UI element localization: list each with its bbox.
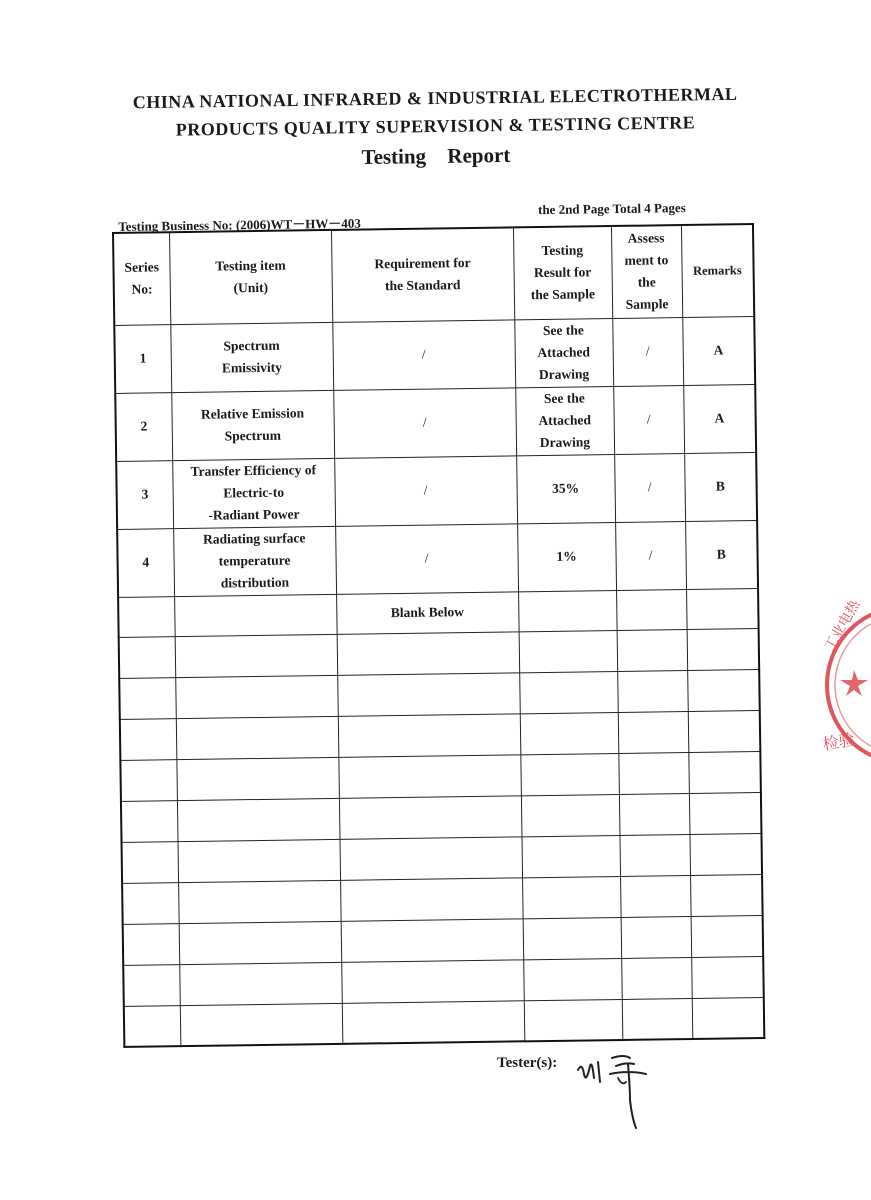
empty-cell [121,800,178,842]
empty-cell [688,751,761,793]
empty-cell [118,596,175,637]
cell-line: See the [542,322,584,338]
cell-line: 1% [556,548,577,564]
series-number-cell: 4 [117,528,174,597]
column-header [513,226,612,319]
org-name-line2: PRODUCTS QUALITY SUPERVISION & TESTING CENTRE [175,112,696,140]
cell-line: Emissivity [221,359,283,376]
testing-item-cell [172,458,335,528]
assessment-cell: / [614,453,685,522]
table-row [116,452,757,529]
empty-cell [119,677,176,719]
empty-cell [123,923,180,965]
empty-cell [340,877,523,921]
empty-cell [521,835,620,877]
business-number: Testing Business No: (2006)WT－HW－403 [118,215,361,234]
empty-cell [176,716,339,759]
empty-cell [342,1000,525,1044]
empty-cell [687,669,760,711]
cell-line: Attached [538,412,592,429]
empty-cell [177,798,340,841]
testing-item-cell [173,526,336,596]
testing-item-cell [171,390,334,460]
empty-cell [337,631,520,675]
remarks-cell: B [685,520,758,589]
result-cell [517,522,616,591]
empty-cell [337,672,520,716]
empty-cell [122,882,179,924]
empty-cell [622,998,693,1040]
cell-line: Transfer Efficiency of [190,462,317,479]
cell-line: Drawing [539,434,591,451]
empty-cell [122,841,179,883]
empty-cell [619,793,690,835]
empty-cell [617,629,688,671]
assessment-cell: / [612,317,683,386]
empty-cell [523,917,622,959]
cell-line: temperature [218,552,291,569]
empty-cell [179,921,342,964]
remarks-cell: A [683,384,756,453]
results-table-wrap [112,223,765,1048]
empty-cell [120,718,177,760]
cell-line: Attached [537,344,591,361]
column-header-line: Requirement for [374,255,471,272]
series-number-cell: 3 [116,460,173,529]
requirement-cell: / [333,387,516,458]
column-header-line: Testing [541,242,584,259]
column-header-line: Testing item [215,257,286,274]
column-header-line: ment to [624,252,669,269]
testing-item-cell [170,322,333,392]
empty-cell [123,964,180,1006]
empty-cell [519,671,618,713]
empty-cell [617,670,688,712]
column-header-line: Remarks [692,263,742,279]
column-header [681,224,754,317]
empty-cell [339,795,522,839]
table-row [115,384,756,461]
result-cell [514,318,613,387]
requirement-cell: / [334,455,517,526]
empty-cell [522,876,621,918]
cell-line: See the [543,390,585,406]
table-row [117,520,758,597]
blank-below-cell: Blank Below [336,591,519,634]
org-name-line1: CHINA NATIONAL INFRARED & INDUSTRIAL ELECTROTHERMAL [132,83,738,113]
empty-cell [176,757,339,800]
empty-cell [690,874,763,916]
empty-cell [520,712,619,754]
empty-cell [524,999,623,1041]
empty-cell [174,594,337,636]
empty-cell [119,636,176,678]
series-number-cell: 2 [115,392,172,461]
column-header [611,225,682,318]
report-header [0,78,871,175]
column-header-line: Result for [533,264,592,281]
column-header [169,230,332,324]
empty-cell [341,918,524,962]
column-header [331,227,514,322]
svg-text:工业电热: 工业电热 [821,600,864,654]
empty-cell [175,634,338,677]
empty-row [124,997,765,1047]
report-title: Testing Report [361,142,511,170]
empty-cell [178,839,341,882]
cell-line: -Radiant Power [208,506,300,523]
empty-cell [120,759,177,801]
empty-cell [691,915,764,957]
tester-signature [572,1048,652,1143]
official-seal [820,600,871,775]
empty-cell [620,875,691,917]
table-row [114,316,755,393]
column-header-line: Assess [627,230,665,247]
empty-cell [124,1005,181,1047]
empty-cell [686,588,759,629]
table-header-row [113,224,754,325]
column-header-line: No: [131,281,153,297]
empty-cell [521,794,620,836]
empty-cell [178,880,341,923]
page-info: the 2nd Page Total 4 Pages [537,200,686,218]
cell-line: Radiating surface [203,530,306,547]
empty-cell [691,956,764,998]
empty-cell [688,710,761,752]
cell-line: Spectrum [224,427,282,444]
requirement-cell: / [335,523,518,594]
empty-cell [687,628,760,670]
result-cell [515,386,614,455]
results-table [112,223,765,1048]
column-header-line: (Unit) [233,280,269,296]
column-header-line: the Sample [530,286,596,303]
requirement-cell: / [332,319,515,390]
series-number-cell: 1 [114,324,171,393]
empty-cell [618,752,689,794]
svg-text:检验: 检验 [821,729,857,754]
empty-cell [338,754,521,798]
column-header-line: Sample [625,296,669,313]
tester-label: Tester(s): [497,1055,558,1071]
empty-cell [339,836,522,880]
empty-cell [338,713,521,757]
assessment-cell: / [613,385,684,454]
empty-cell [520,753,619,795]
cell-line: 35% [552,480,580,496]
remarks-cell: B [684,452,757,521]
remarks-cell: A [682,316,755,385]
cell-line: Drawing [538,366,590,383]
cell-line: Spectrum [223,337,280,354]
empty-cell [621,916,692,958]
empty-cell [180,1003,343,1046]
cell-line: Electric-to [223,484,285,501]
cell-line: distribution [220,574,290,591]
cell-line: Relative Emission [200,405,305,422]
empty-cell [175,675,338,718]
empty-cell [341,959,524,1003]
empty-cell [692,997,765,1039]
result-cell [516,454,615,523]
empty-cell [616,589,687,630]
empty-cell [179,962,342,1005]
assessment-cell: / [615,521,686,590]
empty-cell [523,958,622,1000]
empty-cell [689,833,762,875]
empty-cell [689,792,762,834]
empty-cell [621,957,692,999]
column-header-line: the Standard [384,277,461,294]
column-header [113,232,170,325]
empty-cell [618,711,689,753]
column-header-line: the [637,274,656,290]
empty-cell [518,590,617,631]
column-header-line: Series [124,259,160,276]
empty-cell [519,630,618,672]
empty-cell [619,834,690,876]
